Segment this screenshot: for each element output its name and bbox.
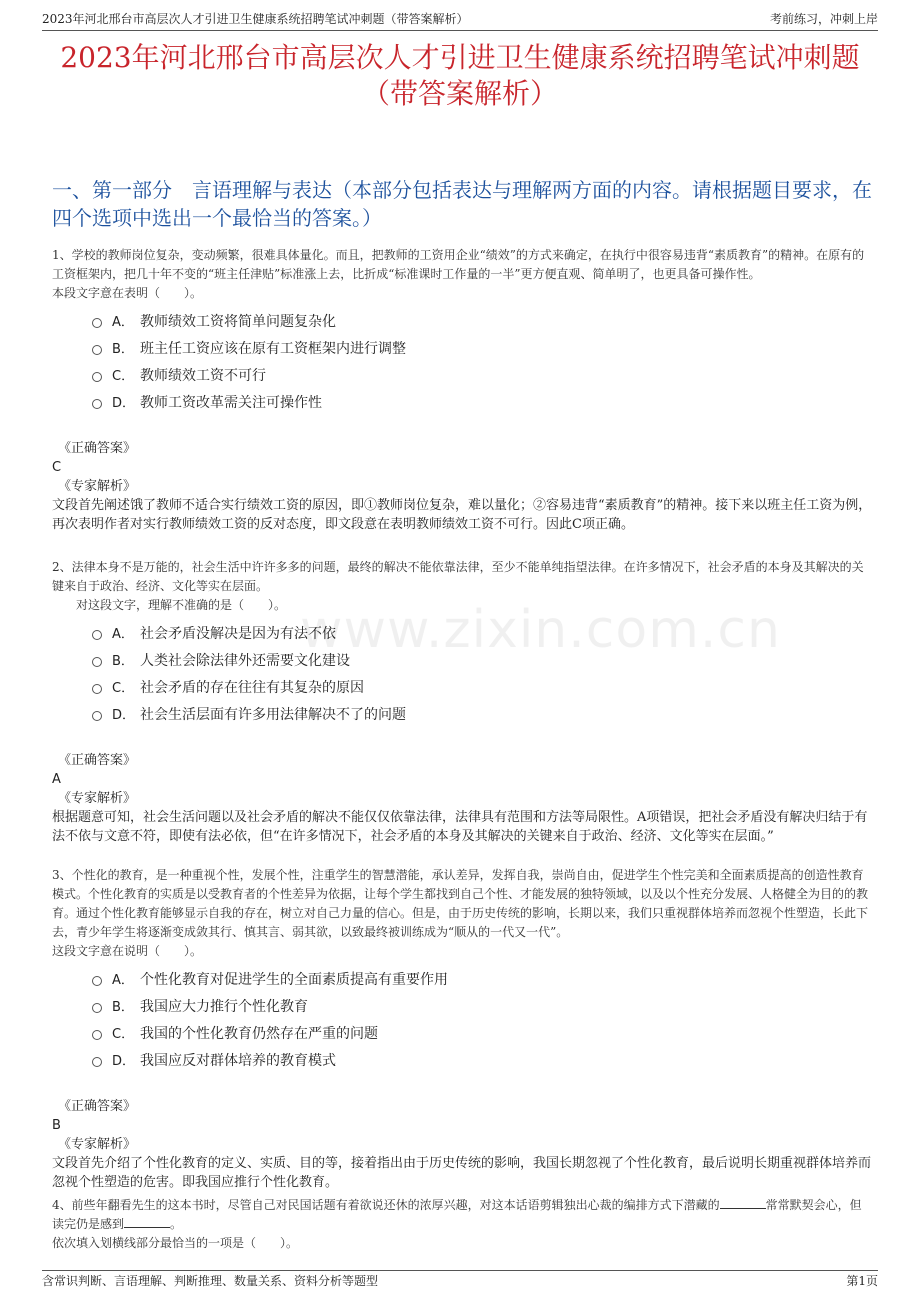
option-b[interactable] xyxy=(52,336,872,363)
option-letter: D． xyxy=(112,708,136,723)
answer-value: A xyxy=(52,772,61,787)
section-heading: 一、第一部分 言语理解与表达（本部分包括表达与理解两方面的内容。请根据题目要求，在四个选项中选出一个最恰当的答案。） xyxy=(52,178,872,230)
question-prompt: 本段文字意在表明（ ）。 xyxy=(52,286,203,300)
option-letter: C． xyxy=(112,1027,135,1042)
answer-block xyxy=(52,751,872,846)
header-slogan: 考前练习，冲刺上岸 xyxy=(769,12,878,26)
radio-icon[interactable] xyxy=(92,1057,102,1067)
option-list xyxy=(52,309,872,417)
option-d[interactable] xyxy=(52,702,872,729)
question-stem xyxy=(52,1196,872,1234)
option-text: 社会矛盾的存在往往有其复杂的原因 xyxy=(140,680,364,696)
radio-icon[interactable] xyxy=(92,372,102,382)
fill-blank-1 xyxy=(720,1196,766,1209)
option-a[interactable] xyxy=(52,309,872,336)
option-letter: A． xyxy=(112,315,134,330)
explanation-text: 文段首先阐述饿了教师不适合实行绩效工资的原因，即①教师岗位复杂，难以量化；②容易违背“素质教育”的精神。接下来以班主任工资为例，再次表明作者对实行教师绩效工资的反对态度，即文段意在表明教师绩效工资不可行。因此C项正确。 xyxy=(52,498,872,532)
explanation-label: 《专家解析》 xyxy=(58,791,137,806)
radio-icon[interactable] xyxy=(92,630,102,640)
fill-blank-2 xyxy=(124,1215,170,1228)
answer-block xyxy=(52,439,872,534)
watermark: www.zixin.com.cn xyxy=(300,600,781,660)
header-doc-title: 2023年河北邢台市高层次人才引进卫生健康系统招聘笔试冲刺题（带答案解析） xyxy=(42,12,469,26)
explanation-text: 根据题意可知，社会生活问题以及社会矛盾的解决不能仅仅依靠法律，法律具有范围和方法等局限性。A项错误，把社会矛盾没有解决归结于有法不依与文意不符，即使有法必依，但“在许多情况下，社会矛盾的本身及其解决的关键来自于政治、经济、文化等实在层面。” xyxy=(52,810,868,844)
stem-part-1: 4、前些年翻看先生的这本书时，尽管自己对民国话题有着欲说还休的浓厚兴趣，对这本话语剪辑独出心裁的编排方式下潜藏的 xyxy=(52,1198,720,1212)
option-text: 我国的个性化教育仍然存在严重的问题 xyxy=(140,1026,378,1042)
option-text: 教师绩效工资不可行 xyxy=(140,368,266,384)
option-text: 社会生活层面有许多用法律解决不了的问题 xyxy=(140,707,406,723)
option-letter: C． xyxy=(112,681,135,696)
option-text: 我国应大力推行个性化教育 xyxy=(140,999,308,1015)
explanation-label: 《专家解析》 xyxy=(58,479,137,494)
page-footer xyxy=(42,1270,878,1291)
explanation-label: 《专家解析》 xyxy=(58,1137,137,1152)
option-c[interactable] xyxy=(52,363,872,390)
option-text: 班主任工资应该在原有工资框架内进行调整 xyxy=(140,341,406,357)
option-text: 教师工资改革需关注可操作性 xyxy=(140,395,322,411)
option-d[interactable] xyxy=(52,390,872,417)
option-letter: C． xyxy=(112,369,135,384)
radio-icon[interactable] xyxy=(92,1030,102,1040)
option-c[interactable] xyxy=(52,675,872,702)
document-title: 2023年河北邢台市高层次人才引进卫生健康系统招聘笔试冲刺题（带答案解析） xyxy=(60,41,860,110)
option-letter: A． xyxy=(112,627,134,642)
radio-icon[interactable] xyxy=(92,399,102,409)
question-stem: 3、个性化的教育，是一种重视个性，发展个性，注重学生的智慧潜能，承认差异，发挥自我，崇尚自由，促进学生个性完美和全面素质提高的创造性教育模式。个性化教育的实质是以受教育者的个性差异为依据，让每个学生都找到自己个性、才能发展的独特领域，以及以个性充分发展、人格健全为目的的教育。通过个性化教育能够显示自我的存在，树立对自己力量的信心。但是，由于历史传统的影响，长期以来，我们只重视群体培养而忽视个性塑造，长此下去，青少年学生将逐渐变成敛其行、慎其言、弱其欲，以致最终被训练成为“顺从的一代又一代”。 xyxy=(52,868,869,939)
question-3 xyxy=(52,866,872,1192)
answer-label: 《正确答案》 xyxy=(58,1099,137,1114)
option-text: 教师绩效工资将简单问题复杂化 xyxy=(140,314,336,330)
option-a[interactable] xyxy=(52,967,872,994)
question-4 xyxy=(52,1196,872,1253)
question-stem: 2、法律本身不是万能的，社会生活中许许多多的问题，最终的解决不能依靠法律，至少不能单纯指望法律。在许多情况下，社会矛盾的本身及其解决的关键来自于政治、经济、文化等实在层面。 xyxy=(52,560,864,593)
answer-value: C xyxy=(52,460,62,475)
radio-icon[interactable] xyxy=(92,976,102,986)
option-b[interactable] xyxy=(52,994,872,1021)
question-prompt: 依次填入划横线部分最恰当的一项是（ ）。 xyxy=(52,1236,299,1250)
option-letter: D． xyxy=(112,1054,136,1069)
question-stem: 1、学校的教师岗位复杂，变动频繁，很难具体量化。而且，把教师的工资用企业“绩效”的方式来确定，在执行中很容易违背“素质教育”的精神。在原有的工资框架内，把几十年不变的“班主任津贴”标准涨上去，比折成“标准课时工作量的一半”更方便直观、简单明了，也更具备可操作性。 xyxy=(52,248,865,281)
option-letter: B． xyxy=(112,1000,134,1015)
answer-value: B xyxy=(52,1118,61,1133)
answer-label: 《正确答案》 xyxy=(58,441,137,456)
option-list xyxy=(52,967,872,1075)
option-letter: A． xyxy=(112,973,134,988)
question-prompt: 对这段文字，理解不准确的是（ ）。 xyxy=(76,598,287,612)
option-text: 人类社会除法律外还需要文化建设 xyxy=(140,653,350,669)
option-letter: B． xyxy=(112,342,134,357)
page-number: 第1页 xyxy=(846,1274,878,1288)
option-d[interactable] xyxy=(52,1048,872,1075)
stem-part-3: 。 xyxy=(170,1217,183,1231)
option-text: 社会矛盾没解决是因为有法不依 xyxy=(140,626,336,642)
question-1 xyxy=(52,246,872,534)
answer-label: 《正确答案》 xyxy=(58,753,137,768)
explanation-text: 文段首先介绍了个性化教育的定义、实质、目的等，接着指出由于历史传统的影响，我国长期忽视了个性化教育，最后说明长期重视群体培养而忽视个性塑造的危害。即我国应推行个性化教育。 xyxy=(52,1156,872,1190)
option-c[interactable] xyxy=(52,1021,872,1048)
radio-icon[interactable] xyxy=(92,1003,102,1013)
stem-part-2: 常常默契会心，但读完仍是感到 xyxy=(52,1198,862,1231)
option-text: 个性化教育对促进学生的全面素质提高有重要作用 xyxy=(140,972,448,988)
radio-icon[interactable] xyxy=(92,345,102,355)
radio-icon[interactable] xyxy=(92,711,102,721)
option-letter: D． xyxy=(112,396,136,411)
option-text: 我国应反对群体培养的教育模式 xyxy=(140,1053,336,1069)
option-letter: B． xyxy=(112,654,134,669)
answer-block xyxy=(52,1097,872,1192)
radio-icon[interactable] xyxy=(92,657,102,667)
page-header xyxy=(42,10,878,31)
question-prompt: 这段文字意在说明（ ）。 xyxy=(52,944,203,958)
footer-tags: 含常识判断、言语理解、判断推理、数量关系、资料分析等题型 xyxy=(42,1274,379,1288)
radio-icon[interactable] xyxy=(92,684,102,694)
radio-icon[interactable] xyxy=(92,318,102,328)
